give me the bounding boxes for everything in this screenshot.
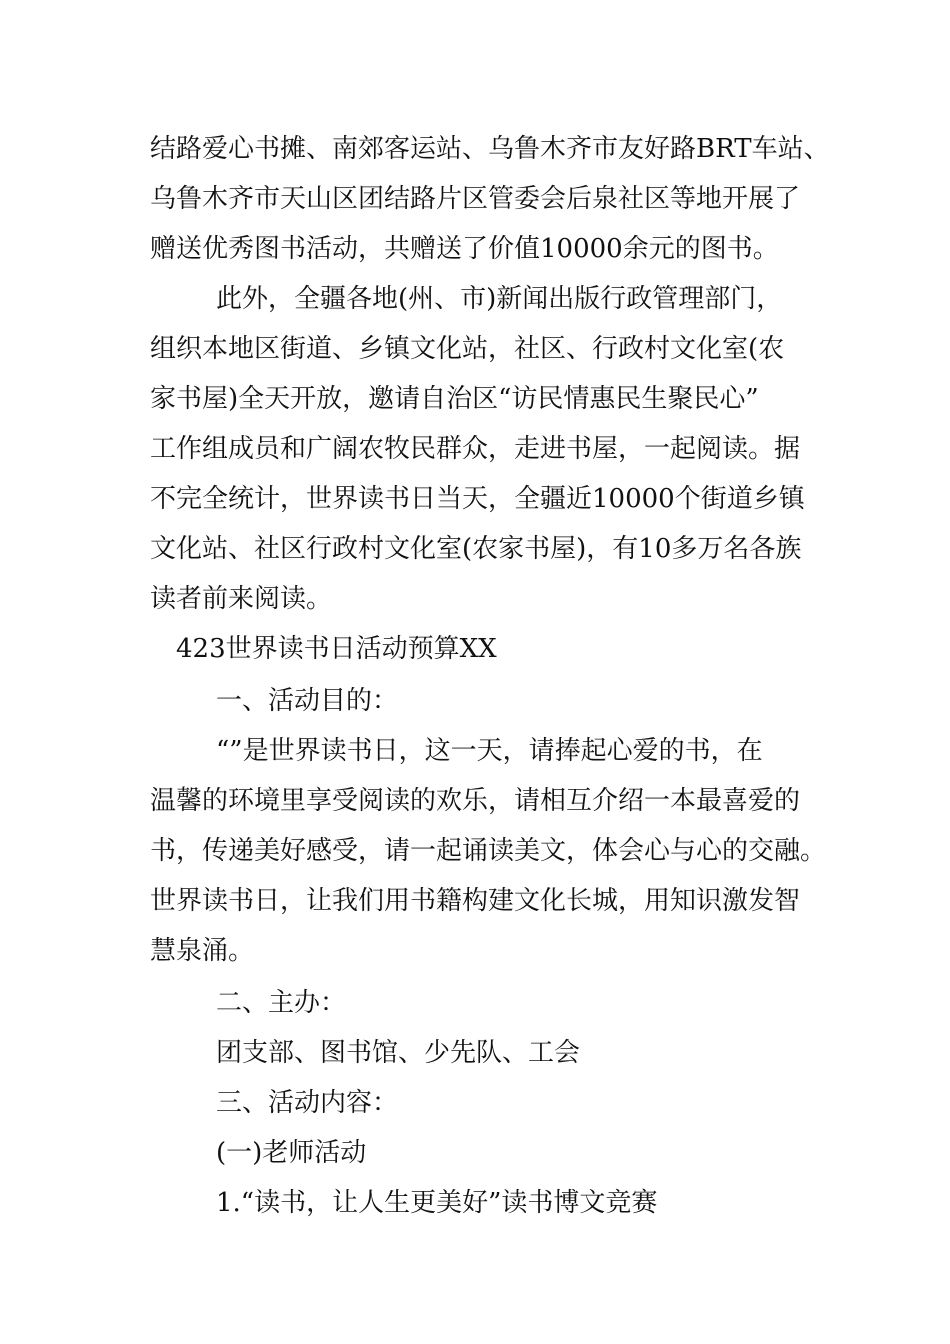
section-title: 423世界读书日活动预算XX: [176, 634, 497, 664]
heading: 三、活动内容：: [216, 1088, 399, 1118]
heading: 二、主办：: [216, 988, 347, 1018]
paragraph-line: 书，传递美好感受，请一起诵读美文，体会心与心的交融。: [150, 836, 827, 866]
subheading: (一)老师活动: [216, 1138, 367, 1168]
paragraph-line: 工作组成员和广阔农牧民群众，走进书屋，一起阅读。据: [150, 434, 801, 464]
paragraph-line: 家书屋)全天开放，邀请自治区“访民情惠民生聚民心”: [150, 384, 759, 414]
list-item: 1.“读书，让人生更美好”读书博文竞赛: [216, 1188, 658, 1218]
paragraph-line: 世界读书日，让我们用书籍构建文化长城，用知识激发智: [150, 886, 801, 916]
paragraph-line: 结路爱心书摊、南郊客运站、乌鲁木齐市友好路BRT车站、: [150, 134, 830, 164]
paragraph-line: 赠送优秀图书活动，共赠送了价值10000余元的图书。: [150, 234, 779, 264]
paragraph-line: 组织本地区街道、乡镇文化站，社区、行政村文化室(农: [150, 334, 785, 364]
paragraph-line: 温馨的环境里享受阅读的欢乐，请相互介绍一本最喜爱的: [150, 786, 801, 816]
paragraph-line: 此外，全疆各地(州、市)新闻出版行政管理部门，: [216, 284, 783, 314]
paragraph-line: 读者前来阅读。: [150, 584, 333, 614]
paragraph-line: “”是世界读书日，这一天，请捧起心爱的书，在: [216, 736, 763, 766]
paragraph-line: 文化站、社区行政村文化室(农家书屋)，有10多万名各族: [150, 534, 802, 564]
paragraph-line: 不完全统计，世界读书日当天，全疆近10000个街道乡镇: [150, 484, 805, 514]
paragraph-line: 慧泉涌。: [150, 936, 255, 966]
heading: 一、活动目的：: [216, 686, 399, 716]
organizers-line: 团支部、图书馆、少先队、工会: [216, 1038, 581, 1068]
paragraph-line: 乌鲁木齐市天山区团结路片区管委会后泉社区等地开展了: [150, 184, 801, 214]
